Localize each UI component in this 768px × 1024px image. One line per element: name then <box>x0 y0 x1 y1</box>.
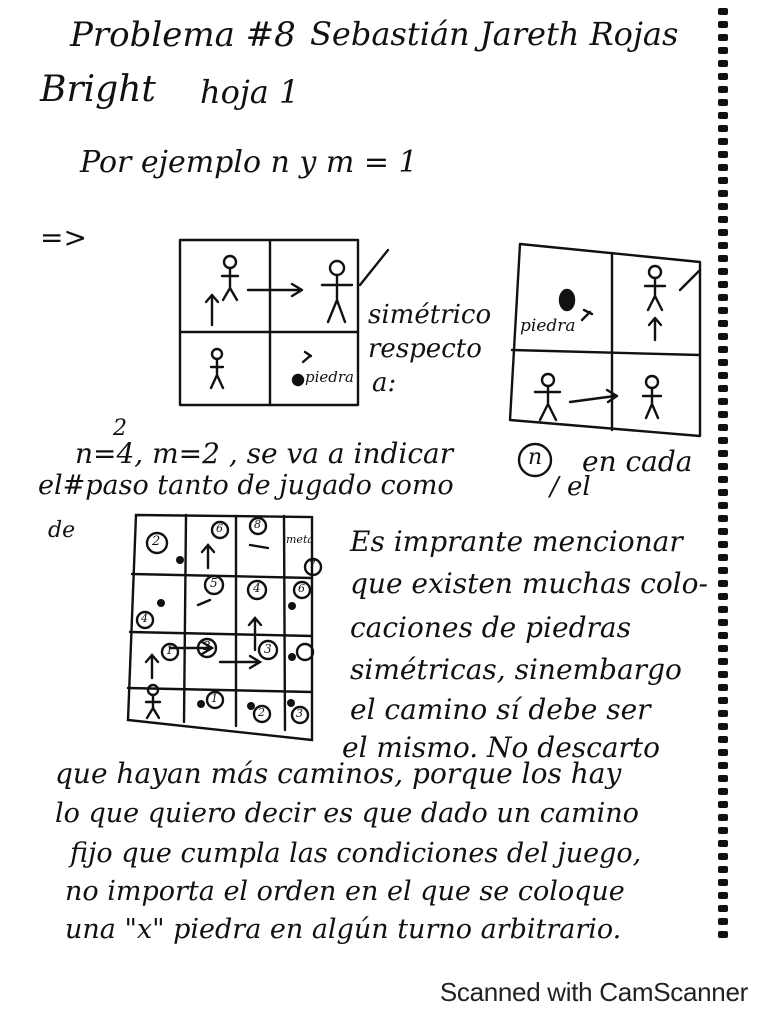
grid-label: 6 <box>216 522 223 535</box>
sheet-number: hoja 1 <box>200 73 300 111</box>
grid-label: 8 <box>254 518 261 531</box>
grid-label: 7 <box>309 560 316 571</box>
stone-label-right: piedra <box>520 316 576 336</box>
symmetry-note-1: simétrico <box>368 300 492 330</box>
grid-label: 1 <box>166 644 173 657</box>
indication-line-3: el#paso tanto de jugado como <box>38 470 454 501</box>
grid-label: 3 <box>264 642 272 656</box>
grid-label: 1 <box>211 692 218 705</box>
n-correction: 2 <box>113 416 127 441</box>
indication-line-5: de <box>48 518 76 543</box>
grid-label: 4 <box>253 581 261 595</box>
grid-label: 2 <box>152 534 161 549</box>
grid-label: 6 <box>298 582 305 595</box>
grid-label: 4 <box>141 612 148 625</box>
bottom-paragraph-line: fijo que cumpla las condiciones del juego, <box>70 838 642 869</box>
example-line: Por ejemplo n y m = 1 <box>80 145 418 180</box>
side-paragraph-line: el camino sí debe ser <box>350 693 651 726</box>
side-paragraph-line: simétricas, sinembargo <box>350 653 682 686</box>
indication-line-1: n=4, m=2 , se va a indicar <box>75 437 454 470</box>
bottom-paragraph-line: lo que quiero decir es que dado un camino <box>55 798 639 829</box>
side-paragraph-line: el mismo. No descarto <box>342 731 661 764</box>
grid-label: 2 <box>203 639 211 653</box>
implies-arrow: => <box>40 221 87 254</box>
grid-label: 5 <box>210 576 218 590</box>
course-name: Bright <box>40 69 156 110</box>
grid-label: 2 <box>258 706 265 719</box>
stone-label-left: piedra <box>305 368 354 386</box>
symmetry-note-2: respecto <box>368 334 482 364</box>
side-paragraph-line: que existen muchas colo- <box>350 567 708 600</box>
author-name: Sebastián Jareth Rojas <box>310 15 679 53</box>
symmetry-note-3: a: <box>372 368 397 398</box>
grid-label: 3 <box>296 707 303 720</box>
problem-title: Problema #8 <box>70 15 296 55</box>
bottom-paragraph-line: no importa el orden en el que se coloque <box>65 876 625 907</box>
indication-line-2: en cada <box>582 445 693 478</box>
side-paragraph-line: Es imprante mencionar <box>350 525 683 558</box>
scanner-watermark: Scanned with CamScanner <box>439 977 748 1007</box>
side-paragraph-line: caciones de piedras <box>350 611 631 644</box>
indication-line-4: / el <box>550 472 591 502</box>
grid-label-meta: meta <box>286 533 314 546</box>
bottom-paragraph-line: que hayan más caminos, porque los hay <box>55 757 622 790</box>
bottom-paragraph-line: una "x" piedra en algún turno arbitrario. <box>65 914 622 945</box>
circled-n: n <box>528 445 543 470</box>
